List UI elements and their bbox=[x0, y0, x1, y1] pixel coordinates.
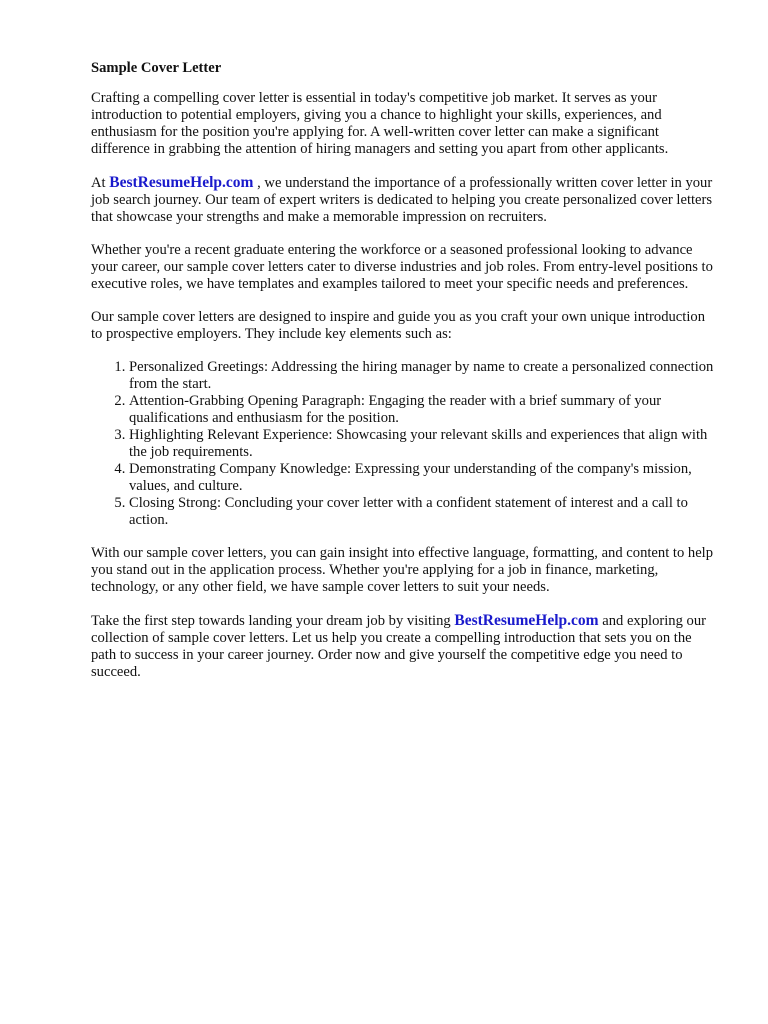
bestresumehelp-link-closing[interactable]: BestResumeHelp.com bbox=[454, 612, 599, 629]
elements-intro-paragraph: Our sample cover letters are designed to inspire and guide you as you craft your own unique introduction to prospective employers. They include key elements such as: bbox=[91, 309, 705, 342]
company-paragraph-suffix: , we understand the importance of a professionally written cover letter in your job search journey. Our team of expert writers is dedicated to helping you create personalized cover letters that showcase your strengths and make a memorable impression on recruiters. bbox=[91, 175, 713, 225]
list-item: 5. Closing Strong: Concluding your cover letter with a confident statement of interest and a call to action. bbox=[129, 495, 717, 529]
benefits-paragraph: With our sample cover letters, you can gain insight into effective language, formatting, and content to help you stand out in the application process. Whether you're applying for a job in finance, marketing, technology, or any other field, we have sample cover letters to suit your needs. bbox=[91, 545, 714, 595]
document-page bbox=[91, 60, 717, 697]
audience-paragraph: Whether you're a recent graduate entering the workforce or a seasoned professional looking to advance your career, our sample cover letters cater to diverse industries and job roles. From entry-level positions to executive roles, we have templates and examples tailored to meet your specific needs and preferences. bbox=[91, 242, 713, 292]
company-paragraph bbox=[91, 174, 717, 226]
bestresumehelp-link[interactable]: BestResumeHelp.com bbox=[109, 174, 254, 191]
list-item: 1. Personalized Greetings: Addressing the hiring manager by name to create a personalized connection from the start. bbox=[129, 359, 717, 393]
company-paragraph-prefix: At bbox=[91, 175, 110, 191]
closing-paragraph-suffix: and exploring our collection of sample cover letters. Let us help you create a compelling introduction that sets you on the path to success in your career journey. Order now and give yourself the competitive edge you need to succeed. bbox=[91, 613, 706, 680]
list-item: 2. Attention-Grabbing Opening Paragraph: Engaging the reader with a brief summary of your qualifications and enthusiasm for the position. bbox=[129, 393, 717, 427]
document-title: Sample Cover Letter bbox=[91, 60, 222, 76]
key-elements-list bbox=[91, 359, 717, 529]
closing-paragraph bbox=[91, 612, 717, 681]
closing-paragraph-prefix: Take the first step towards landing your dream job by visiting bbox=[91, 613, 455, 629]
list-item: 3. Highlighting Relevant Experience: Showcasing your relevant skills and experiences that align with the job requirements. bbox=[129, 427, 717, 461]
list-item: 4. Demonstrating Company Knowledge: Expressing your understanding of the company's mission, values, and culture. bbox=[129, 461, 717, 495]
intro-paragraph: Crafting a compelling cover letter is essential in today's competitive job market. It serves as your introduction to potential employers, giving you a chance to highlight your skills, experiences, and enthusiasm for the position you're applying for. A well-written cover letter can make a significant difference in grabbing the attention of hiring managers and setting you apart from other applicants. bbox=[91, 90, 669, 157]
